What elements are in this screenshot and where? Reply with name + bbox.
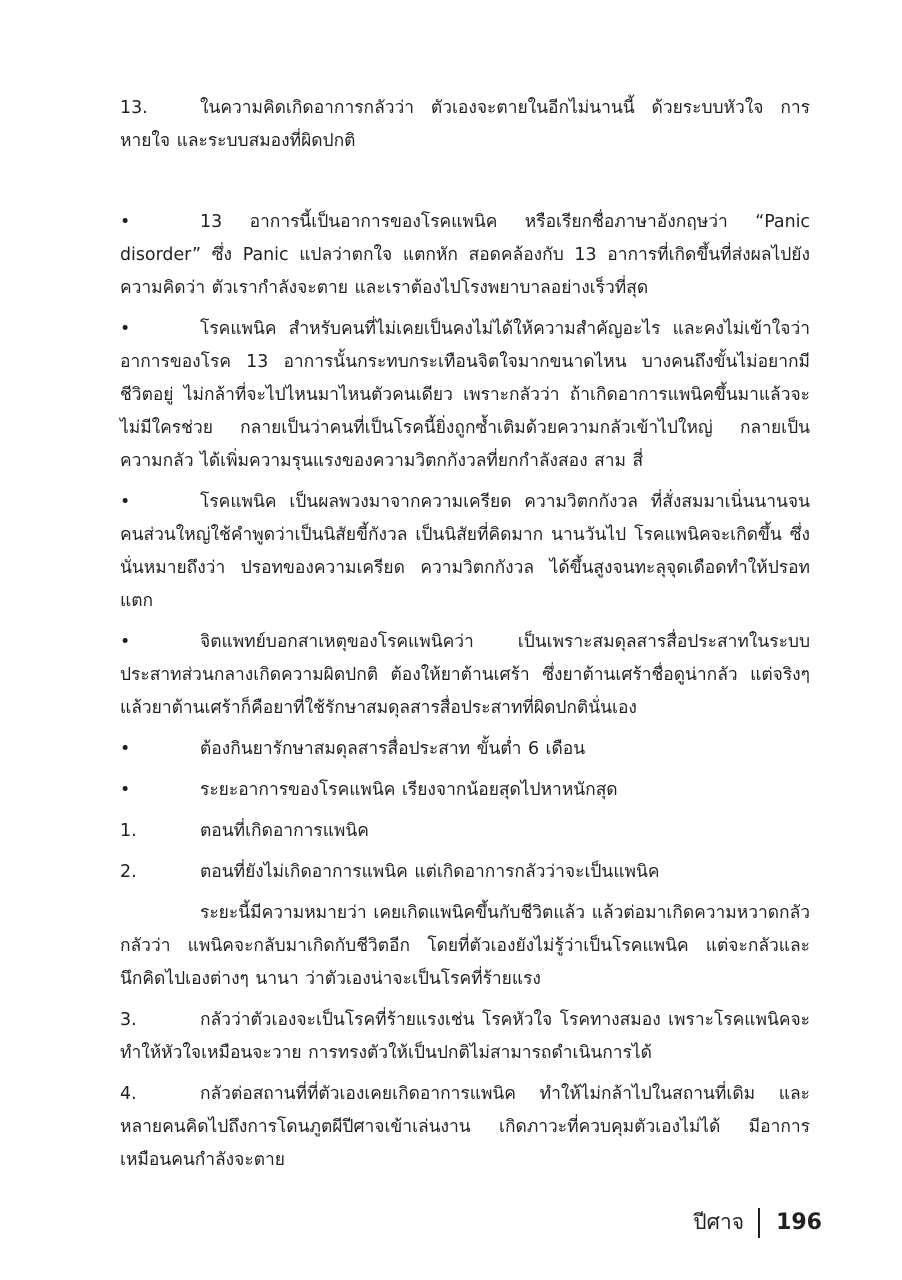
paragraph-text: ตอนที่ยังไม่เกิดอาการแพนิค แต่เกิดอาการกลัวว่าจะเป็นแพนิค (200, 862, 660, 882)
item-marker: 1. (120, 821, 137, 841)
numbered-item-4 (120, 1078, 810, 1177)
paragraph-spacer (120, 166, 810, 206)
item-marker: 3. (120, 1010, 137, 1030)
numbered-item-1 (120, 815, 810, 848)
explanation-paragraph (120, 897, 810, 996)
paragraph-text: กลัวต่อสถานที่ที่ตัวเองเคยเกิดอาการแพนิค ทำให้ไม่กล้าไปในสถานที่เดิม และหลายคนคิดไปถึงการโดนภูตผีปีศาจเข้าเล่นงาน เกิดภาวะที่ควบคุมตัวเองไม่ได้ มีอาการเหมือนคนกำลังจะตาย (120, 1084, 810, 1170)
footer-divider (758, 1208, 760, 1238)
page-number: 196 (776, 1210, 822, 1235)
paragraph-text: 13 อาการนี้เป็นอาการของโรคแพนิค หรือเรียกชื่อภาษาอังกฤษว่า “Panic disorder” ซึ่ง Panic แปลว่าตกใจ แตกหัก สอดคล้องกับ 13 อาการที่เกิดขึ้นที่ส่งผลไปยังความคิดว่า ตัวเรากำลังจะตาย และเราต้องไปโรงพยาบาลอย่างเร็วที่สุด (120, 212, 810, 298)
item-marker: 4. (120, 1084, 137, 1104)
bullet-marker: • (120, 492, 131, 512)
bullet-marker: • (120, 212, 131, 232)
item-marker: 2. (120, 862, 137, 882)
paragraph-text: ในความคิดเกิดอาการกลัวว่า ตัวเองจะตายในอีกไม่นานนี้ ด้วยระบบหัวใจ การหายใจ และระบบสมองที่ผิดปกติ (120, 98, 810, 151)
numbered-item-2 (120, 856, 810, 889)
paragraph-text: ตอนที่เกิดอาการแพนิค (200, 821, 369, 841)
bullet-marker: • (120, 739, 131, 759)
page-footer (693, 1206, 822, 1239)
numbered-item-3 (120, 1004, 810, 1070)
paragraph-text: ระยะนี้มีความหมายว่า เคยเกิดแพนิคขึ้นกับชีวิตแล้ว แล้วต่อมาเกิดความหวาดกลัว กลัวว่า แพนิคจะกลับมาเกิดกับชีวิตอีก โดยที่ตัวเองยังไม่รู้ว่าเป็นโรคแพนิค แต่จะกลัวและนึกคิดไปเองต่างๆ นานา ว่าตัวเองน่าจะเป็นโรคที่ร้ายแรง (120, 903, 810, 989)
paragraph-text: ระยะอาการของโรคแพนิค เรียงจากน้อยสุดไปหาหนักสุด (200, 780, 618, 800)
paragraph-text: จิตแพทย์บอกสาเหตุของโรคแพนิคว่า เป็นเพราะสมดุลสารสื่อประสาทในระบบประสาทส่วนกลางเกิดความผิดปกติ ต้องให้ยาต้านเศร้า ซึ่งยาต้านเศร้าชื่อดูน่ากลัว แต่จริงๆ แล้วยาต้านเศร้าก็คือยาที่ใช้รักษาสมดุลสารสื่อประสาทที่ผิดปกตินั่นเอง (120, 632, 810, 718)
page-body (120, 92, 810, 1185)
numbered-paragraph-13 (120, 92, 810, 158)
bullet-marker: • (120, 780, 131, 800)
paragraph-text: โรคแพนิค สำหรับคนที่ไม่เคยเป็นคงไม่ได้ให้ความสำคัญอะไร และคงไม่เข้าใจว่าอาการของโรค 13 อาการนั้นกระทบกระเทือนจิตใจมากขนาดไหน บางคนถึงขั้นไม่อยากมีชีวิตอยู่ ไม่กล้าที่จะไปไหนมาไหนตัวคนเดียว เพราะกลัวว่า ถ้าเกิดอาการแพนิคขึ้นมาแล้วจะไม่มีใครช่วย กลายเป็นว่าคนที่เป็นโรคนี้ยิ่งถูกซ้ำเติมด้วยความกลัวเข้าไปใหญ่ กลายเป็นความกลัว ได้เพิ่มความรุนแรงของความวิตกกังวลที่ยกกำลังสอง สาม สี่ (120, 319, 810, 471)
bullet-marker: • (120, 632, 131, 652)
bullet-paragraph (120, 486, 810, 618)
bullet-paragraph (120, 774, 810, 807)
bullet-paragraph (120, 733, 810, 766)
item-marker: 13. (120, 98, 148, 118)
bullet-paragraph (120, 206, 810, 305)
bullet-marker: • (120, 319, 131, 339)
paragraph-text: ต้องกินยารักษาสมดุลสารสื่อประสาท ขั้นต่ำ 6 เดือน (200, 739, 586, 759)
bullet-paragraph (120, 313, 810, 478)
bullet-paragraph (120, 626, 810, 725)
paragraph-text: กลัวว่าตัวเองจะเป็นโรคที่ร้ายแรงเช่น โรคหัวใจ โรคทางสมอง เพราะโรคแพนิคจะทำให้หัวใจเหมือนจะวาย การทรงตัวให้เป็นปกติไม่สามารถดำเนินการได้ (120, 1010, 810, 1063)
paragraph-text: โรคแพนิค เป็นผลพวงมาจากความเครียด ความวิตกกังวล ที่สั่งสมมาเนิ่นนานจนคนส่วนใหญ่ใช้คำพูดว่าเป็นนิสัยขี้กังวล เป็นนิสัยที่คิดมาก นานวันไป โรคแพนิคจะเกิดขึ้น ซึ่งนั่นหมายถึงว่า ปรอทของความเครียด ความวิตกกังวล ได้ขึ้นสูงจนทะลุจุดเดือดทำให้ปรอทแตก (120, 492, 810, 611)
running-title: ปีศาจ (693, 1210, 745, 1234)
